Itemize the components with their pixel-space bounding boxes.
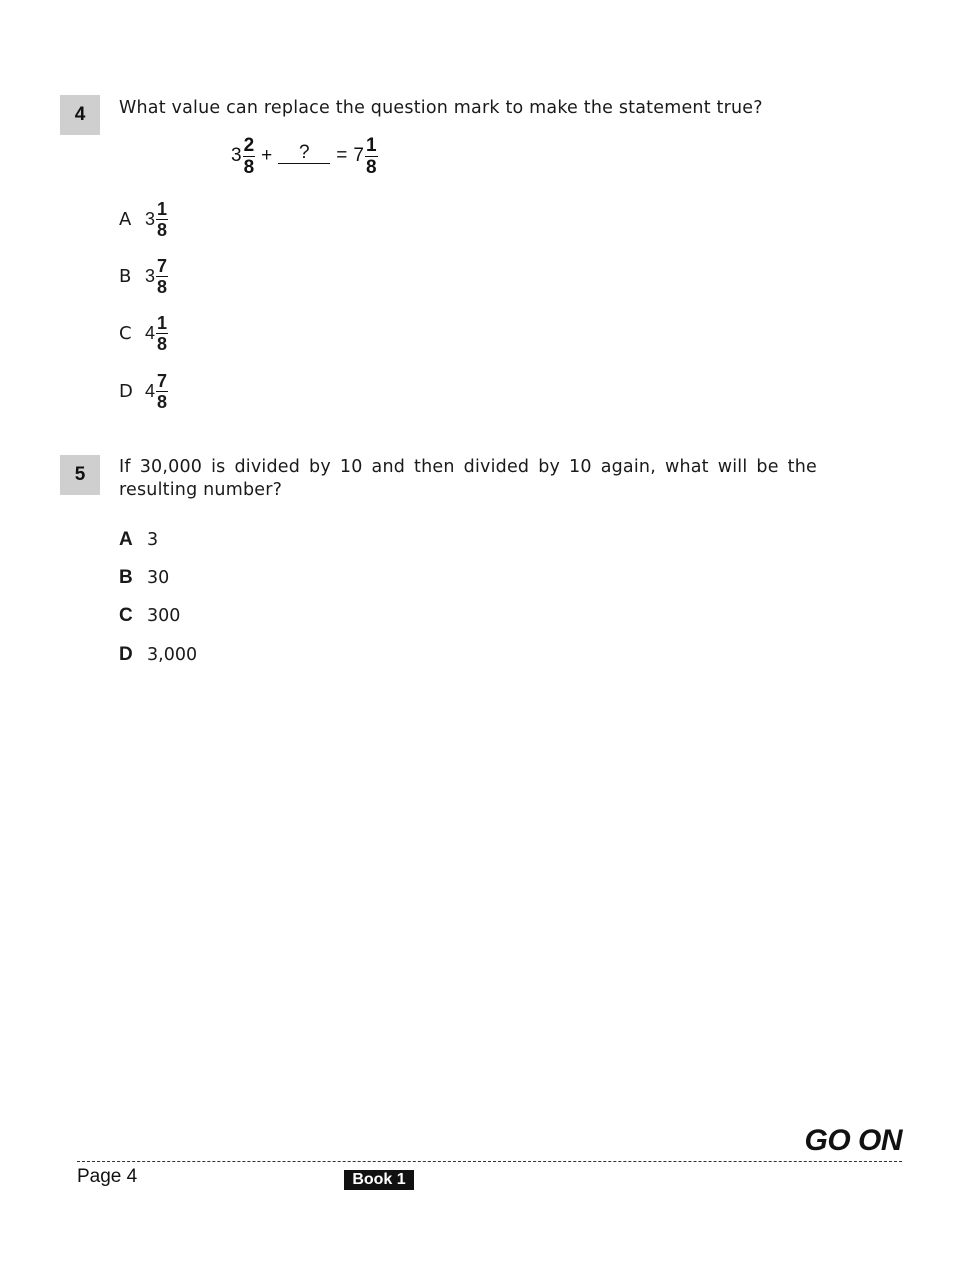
question-5-option-a[interactable] — [119, 529, 158, 551]
fraction — [365, 136, 378, 177]
numerator: 1 — [157, 313, 168, 333]
option-letter: B — [119, 567, 133, 588]
numerator: 7 — [157, 256, 168, 276]
denominator: 8 — [157, 334, 168, 354]
fraction — [156, 257, 168, 296]
option-letter: B — [119, 266, 132, 287]
question-4-option-c[interactable] — [119, 314, 168, 353]
numerator: 1 — [365, 134, 377, 156]
option-letter: A — [119, 529, 133, 550]
question-5-stem — [119, 456, 817, 502]
numerator: 7 — [157, 371, 168, 391]
fraction — [243, 136, 256, 177]
question-5-stem-line-2: resulting number? — [119, 480, 283, 500]
denominator: 8 — [157, 220, 168, 240]
equals-sign: = — [336, 145, 348, 166]
option-value: 3,000 — [147, 645, 198, 665]
option-value: 30 — [147, 568, 170, 588]
fraction — [156, 314, 168, 353]
question-4-option-d[interactable] — [119, 372, 168, 411]
question-5-option-c[interactable] — [119, 605, 180, 627]
whole-part: 3 — [231, 145, 242, 166]
numerator: 2 — [243, 134, 255, 156]
question-number-5: 5 — [60, 455, 100, 495]
unknown-blank: ? — [278, 143, 330, 164]
denominator: 8 — [157, 277, 168, 297]
question-5-stem-line-1: If 30,000 is divided by 10 and then divided by 10 again, what will be the — [119, 457, 817, 477]
denominator: 8 — [157, 392, 168, 412]
option-value — [145, 314, 168, 353]
option-value — [145, 257, 168, 296]
option-letter: D — [119, 381, 133, 402]
whole-part: 4 — [145, 323, 156, 343]
question-5-option-d[interactable] — [119, 644, 197, 666]
option-value — [145, 200, 168, 239]
page-number: Page 4 — [77, 1166, 138, 1187]
whole-part: 3 — [145, 266, 156, 286]
option-letter: C — [119, 605, 133, 626]
question-4-stem: What value can replace the question mark to make the statement true? — [119, 98, 763, 118]
option-value: 300 — [147, 606, 181, 626]
fraction — [156, 372, 168, 411]
book-label: Book 1 — [344, 1170, 414, 1190]
plus-sign: + — [261, 145, 273, 166]
question-number-4: 4 — [60, 95, 100, 135]
mixed-number-right — [353, 136, 377, 177]
option-value: 3 — [147, 530, 159, 550]
question-5-option-b[interactable] — [119, 567, 169, 589]
option-letter: A — [119, 209, 132, 230]
question-4-option-b[interactable] — [119, 257, 168, 296]
option-value — [145, 372, 168, 411]
go-on-label: GO ON — [804, 1124, 902, 1157]
question-4-equation — [231, 134, 378, 178]
question-4-option-a[interactable] — [119, 200, 168, 239]
footer-divider — [77, 1161, 902, 1162]
option-letter: C — [119, 323, 132, 344]
fraction — [156, 200, 168, 239]
option-letter: D — [119, 644, 133, 665]
denominator: 8 — [243, 156, 255, 178]
mixed-number-left — [231, 136, 255, 177]
whole-part: 4 — [145, 381, 156, 401]
whole-part: 3 — [145, 209, 156, 229]
whole-part: 7 — [353, 145, 364, 166]
numerator: 1 — [157, 199, 168, 219]
denominator: 8 — [365, 156, 377, 178]
